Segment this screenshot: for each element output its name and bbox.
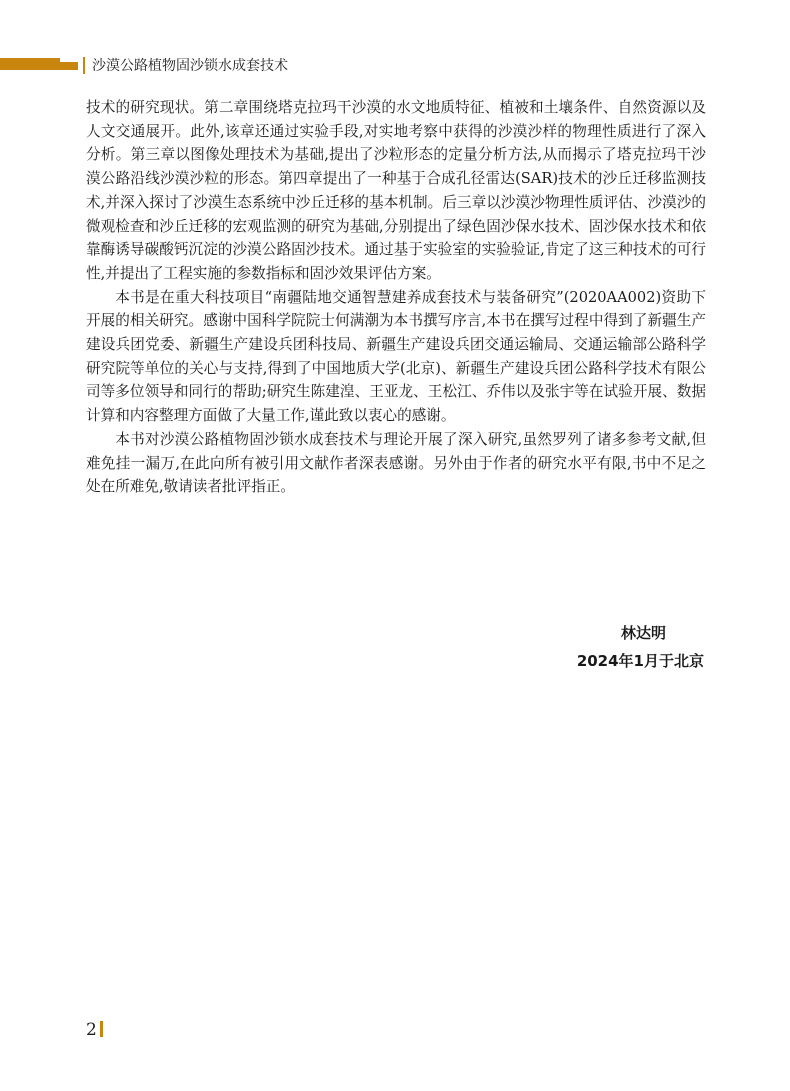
paragraph-2: 本书是在重大科技项目“南疆陆地交通智慧建养成套技术与装备研究”(2020AA002)资助下开展的相关研究。感谢中国科学院院士何满潮为本书撰写序言,本书在撰写过程中得到了新疆生产建设兵团党委、新疆生产建设兵团科技局、新疆生产建设兵团交通运输局、交通运输部公路科学研究院等单位的关心与支持,得到了中国地质大学(北京)、新疆生产建设兵团公路科学技术有限公司等多位领导和同行的帮助;研究生陈建湟、王亚龙、王松江、乔伟以及张宇等在试验开展、数据计算和内容整理方面做了大量工作,谨此致以衷心的感谢。 — [86, 288, 706, 425]
header-divider — [83, 57, 85, 74]
paragraph-3: 本书对沙漠公路植物固沙锁水成套技术与理论开展了深入研究,虽然罗列了诸多参考文献,但难免挂一漏万,在此向所有被引用文献作者深表感谢。另外由于作者的研究水平有限,书中不足之处在所难免,敬请读者批评指正。 — [86, 430, 706, 496]
paragraph-1: 技术的研究现状。第二章围绕塔克拉玛干沙漠的水文地质特征、植被和土壤条件、自然资源以及人文交通展开。此外,该章还通过实验手段,对实地考察中获得的沙漠沙样的物理性质进行了深入分析。第三章以图像处理技术为基础,提出了沙粒形态的定量分析方法,从而揭示了塔克拉玛干沙漠公路沿线沙漠沙粒的形态。第四章提出了一种基于合成孔径雷达(SAR)技术的沙丘迁移监测技术,并深入探讨了沙漠生态系统中沙丘迁移的基本机制。后三章以沙漠沙物理性质评估、沙漠沙的微观检查和沙丘迁移的宏观监测的研究为基础,分别提出了绿色固沙保水技术、固沙保水技术和依靠酶诱导碳酸钙沉淀的沙漠公路固沙技术。通过基于实验室的实验验证,肯定了这三种技术的可行性,并提出了工程实施的参数指标和固沙效果评估方案。 — [86, 99, 706, 282]
signature-date: 2024年1月于北京 — [576, 652, 704, 670]
body-text — [86, 96, 706, 499]
running-header-title: 沙漠公路植物固沙锁水成套技术 — [92, 58, 288, 74]
header-accent-bar — [0, 62, 78, 70]
page-number-mark — [100, 1021, 103, 1037]
page-number: 2 — [86, 1020, 97, 1040]
author-name: 林达明 — [620, 624, 666, 642]
